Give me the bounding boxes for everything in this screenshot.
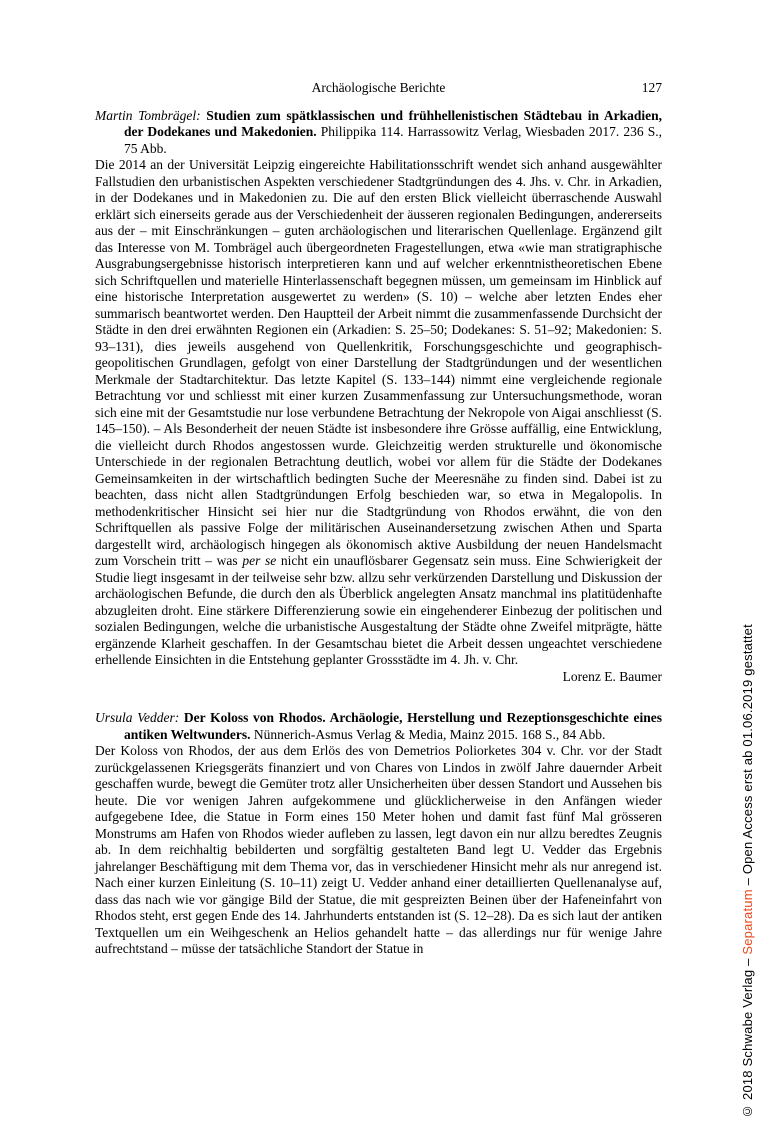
page-number: 127	[641, 80, 662, 95]
review-author: Martin Tombrägel:	[95, 107, 207, 123]
review-entry-vedder	[95, 710, 662, 958]
review-author: Ursula Vedder:	[95, 710, 184, 725]
review-imprint: Philippika 114. Harrassowitz Verlag, Wiesbaden 2017. 236 S., 75 Abb.	[124, 124, 662, 156]
review-heading	[95, 108, 662, 158]
review-title: Der Koloss von Rhodos. Archäologie, Herstellung und Rezeptionsgeschichte eines antiken Weltwunders.	[124, 710, 662, 742]
page-header	[95, 80, 662, 97]
review-title: Studien zum spätklassischen und frühhellenistischen Städtebau in Arkadien, der Dodekanes und Makedonien.	[124, 107, 662, 139]
review-entry-tombraegel	[95, 108, 662, 686]
text-column	[95, 80, 662, 958]
sidebar-highlight: Separatum	[740, 889, 755, 955]
review-imprint: Nünnerich-Asmus Verlag & Media, Mainz 2015. 168 S., 84 Abb.	[250, 726, 606, 742]
sidebar-open-access-text: – Open Access erst ab 01.06.2019 gestattet	[740, 624, 755, 890]
review-body-emphasis: per se	[242, 553, 277, 568]
review-body	[95, 157, 662, 669]
reviewer-signature: Lorenz E. Baumer	[562, 668, 662, 684]
review-body: Der Koloss von Rhodos, der aus dem Erlös des von Demetrios Poliorketes 304 v. Chr. vor der Stadt zurückgelassenen Kriegsgeräts finanziert und von Chares von Lindos in zwölf Jahre dauernder Arbeit geschaffen wurde, bewegt die Gemüter trotz aller Unsicherheiten über dessen Standort und Aussehen bis heute. Die vor wenigen Jahren aufgekommene und glücklicherweise in den Anfängen wieder aufgegebene Idee, die Statue in Form eines 150 Meter hohen und damit fast fünf Mal grösseren Monstrums am Hafen von Rhodos wieder aufleben zu lassen, legt davon ein nur allzu beredtes Zeugnis ab. In dem reichhaltig bebilderten und sorgfältig gestalteten Band legt U. Vedder das Ergebnis jahrelanger Beschäftigung mit dem Thema vor, das in verschiedener Hinsicht mehr als nur anregend ist. Nach einer kurzen Einleitung (S. 10–11) zeigt U. Vedder anhand einer detaillierten Quellenanalyse auf, dass das nach wie vor gängige Bild der Statue, die mit gespreizten Beinen über der Hafeneinfahrt von Rhodos steht, erst gegen Ende des 14. Jahrhunderts entstanden ist (S. 12–28). Da es sich laut der antiken Textquellen um ein Weihgeschenk an Helios gehandelt hatte – das allerdings nur für wenige Jahre aufrechtstand – müsse der tatsächliche Standort der Statue in	[95, 743, 662, 956]
review-heading	[95, 710, 662, 743]
copyright-sidebar	[740, 549, 755, 1119]
review-body-text: Die 2014 an der Universität Leipzig eingereichte Habilitationsschrift wendet sich anhand ausgewählter Fallstudien den urbanistischen Aspekten verschiedener Stadtgründungen des 4. Jhs. v. Chr. in Arkadien, in der Dodekanes und in Makedonien zu. Die auf den ersten Blick vielleicht überraschende Auswahl erklärt sich einerseits gerade aus der Verschiedenheit der äusseren regionalen Bedingungen, andererseits aus der – mit Einschränkungen – guten archäologischen und literarischen Quellenlage. Ergänzend gilt das Interesse von M. Tombrägel auch übergeordneten Fragestellungen, etwa «wie man stratigraphische Ausgrabungsergebnisse historisch interpretieren kann und auf welcher erkenntnistheoretischen Ebene sich Schriftquellen und materielle Hinterlassenschaft begegnen müssen, um gemeinsam im Hinblick auf eine historische Interpretation ausgewertet zu werden» (S. 10) – welche aber letzten Endes eher summarisch beantwortet werden. Den Hauptteil der Arbeit nimmt die zusammenfassende Durchsicht der Städte in den drei erwähnten Regionen ein (Arkadien: S. 25–50; Dodekanes: S. 51–92; Makedonien: S. 93–131), dies jeweils ausgehend von Quellenkritik, Forschungsgeschichte und geographisch-geopolitischen Grundlagen, gefolgt von einer Darstellung der Stadtgründungen und der wesentlichen Merkmale der Stadtarchitektur. Das letzte Kapitel (S. 133–144) nimmt eine vergleichende regionale Betrachtung vor und schliesst mit einer kurzen Zusammenfassung zur Untersuchungsmethode, woran sich eine mit der Gesamtstudie nur lose verbundene Betrachtung der Nekropole von Aigai anschliesst (S. 145–150). – Als Besonderheit der neuen Städte ist insbesondere ihre Grösse auffällig, eine Entwicklung, die vielleicht durch Rhodos angestossen wurde. Gleichzeitig werden strukturelle und ökonomische Unterschiede in der regionalen Betrachtung deutlich, wobei vor allem für die Städte der Dodekanes Gemeinsamkeiten in der wirtschaftlich bedingten Suche der Meeresnähe zu finden sind. Dabei ist zu beachten, dass nicht allen Stadtgründungen Erfolg beschieden war, so etwa in Megalopolis. In methodenkritischer Hinsicht sei hier nur die Stadtgründung von Rhodos erwähnt, die von den Schriftquellen als passive Folge der militärischen Auseinandersetzung zwischen Athen und Sparta dargestellt wird, archäologisch hingegen als ökonomisch aktive Ausbildung der neuen Handelsmacht zum Vorschein tritt – was	[95, 157, 662, 568]
sidebar-copyright-text: © 2018 Schwabe Verlag –	[740, 954, 755, 1119]
review-body-text: nicht ein unauflösbarer Gegensatz sein muss. Eine Schwierigkeit der Studie liegt insgesamt in der teilweise sehr bzw. allzu sehr verkürzenden Darstellung und Diskussion der archäologischen Befunde, die durch den als Überblick angelegten Ansatz manchmal ins platitüdenhafte abzugleiten droht. Eine stärkere Differenzierung sowie ein eingehenderer Einbezug der politischen und sozialen Bedingungen, welche die urbanistische Ausgestaltung der Städte ohne Zweifel mitprägte, hätte ergänzende Klarheit geschaffen. In der Gesamtschau bietet die Arbeit dessen ungeachtet verschiedene erhellende Einsichten in die Entstehung geplanter Grossstädte im 4. Jh. v. Chr.	[95, 553, 663, 667]
journal-title: Archäologische Berichte	[311, 80, 446, 95]
